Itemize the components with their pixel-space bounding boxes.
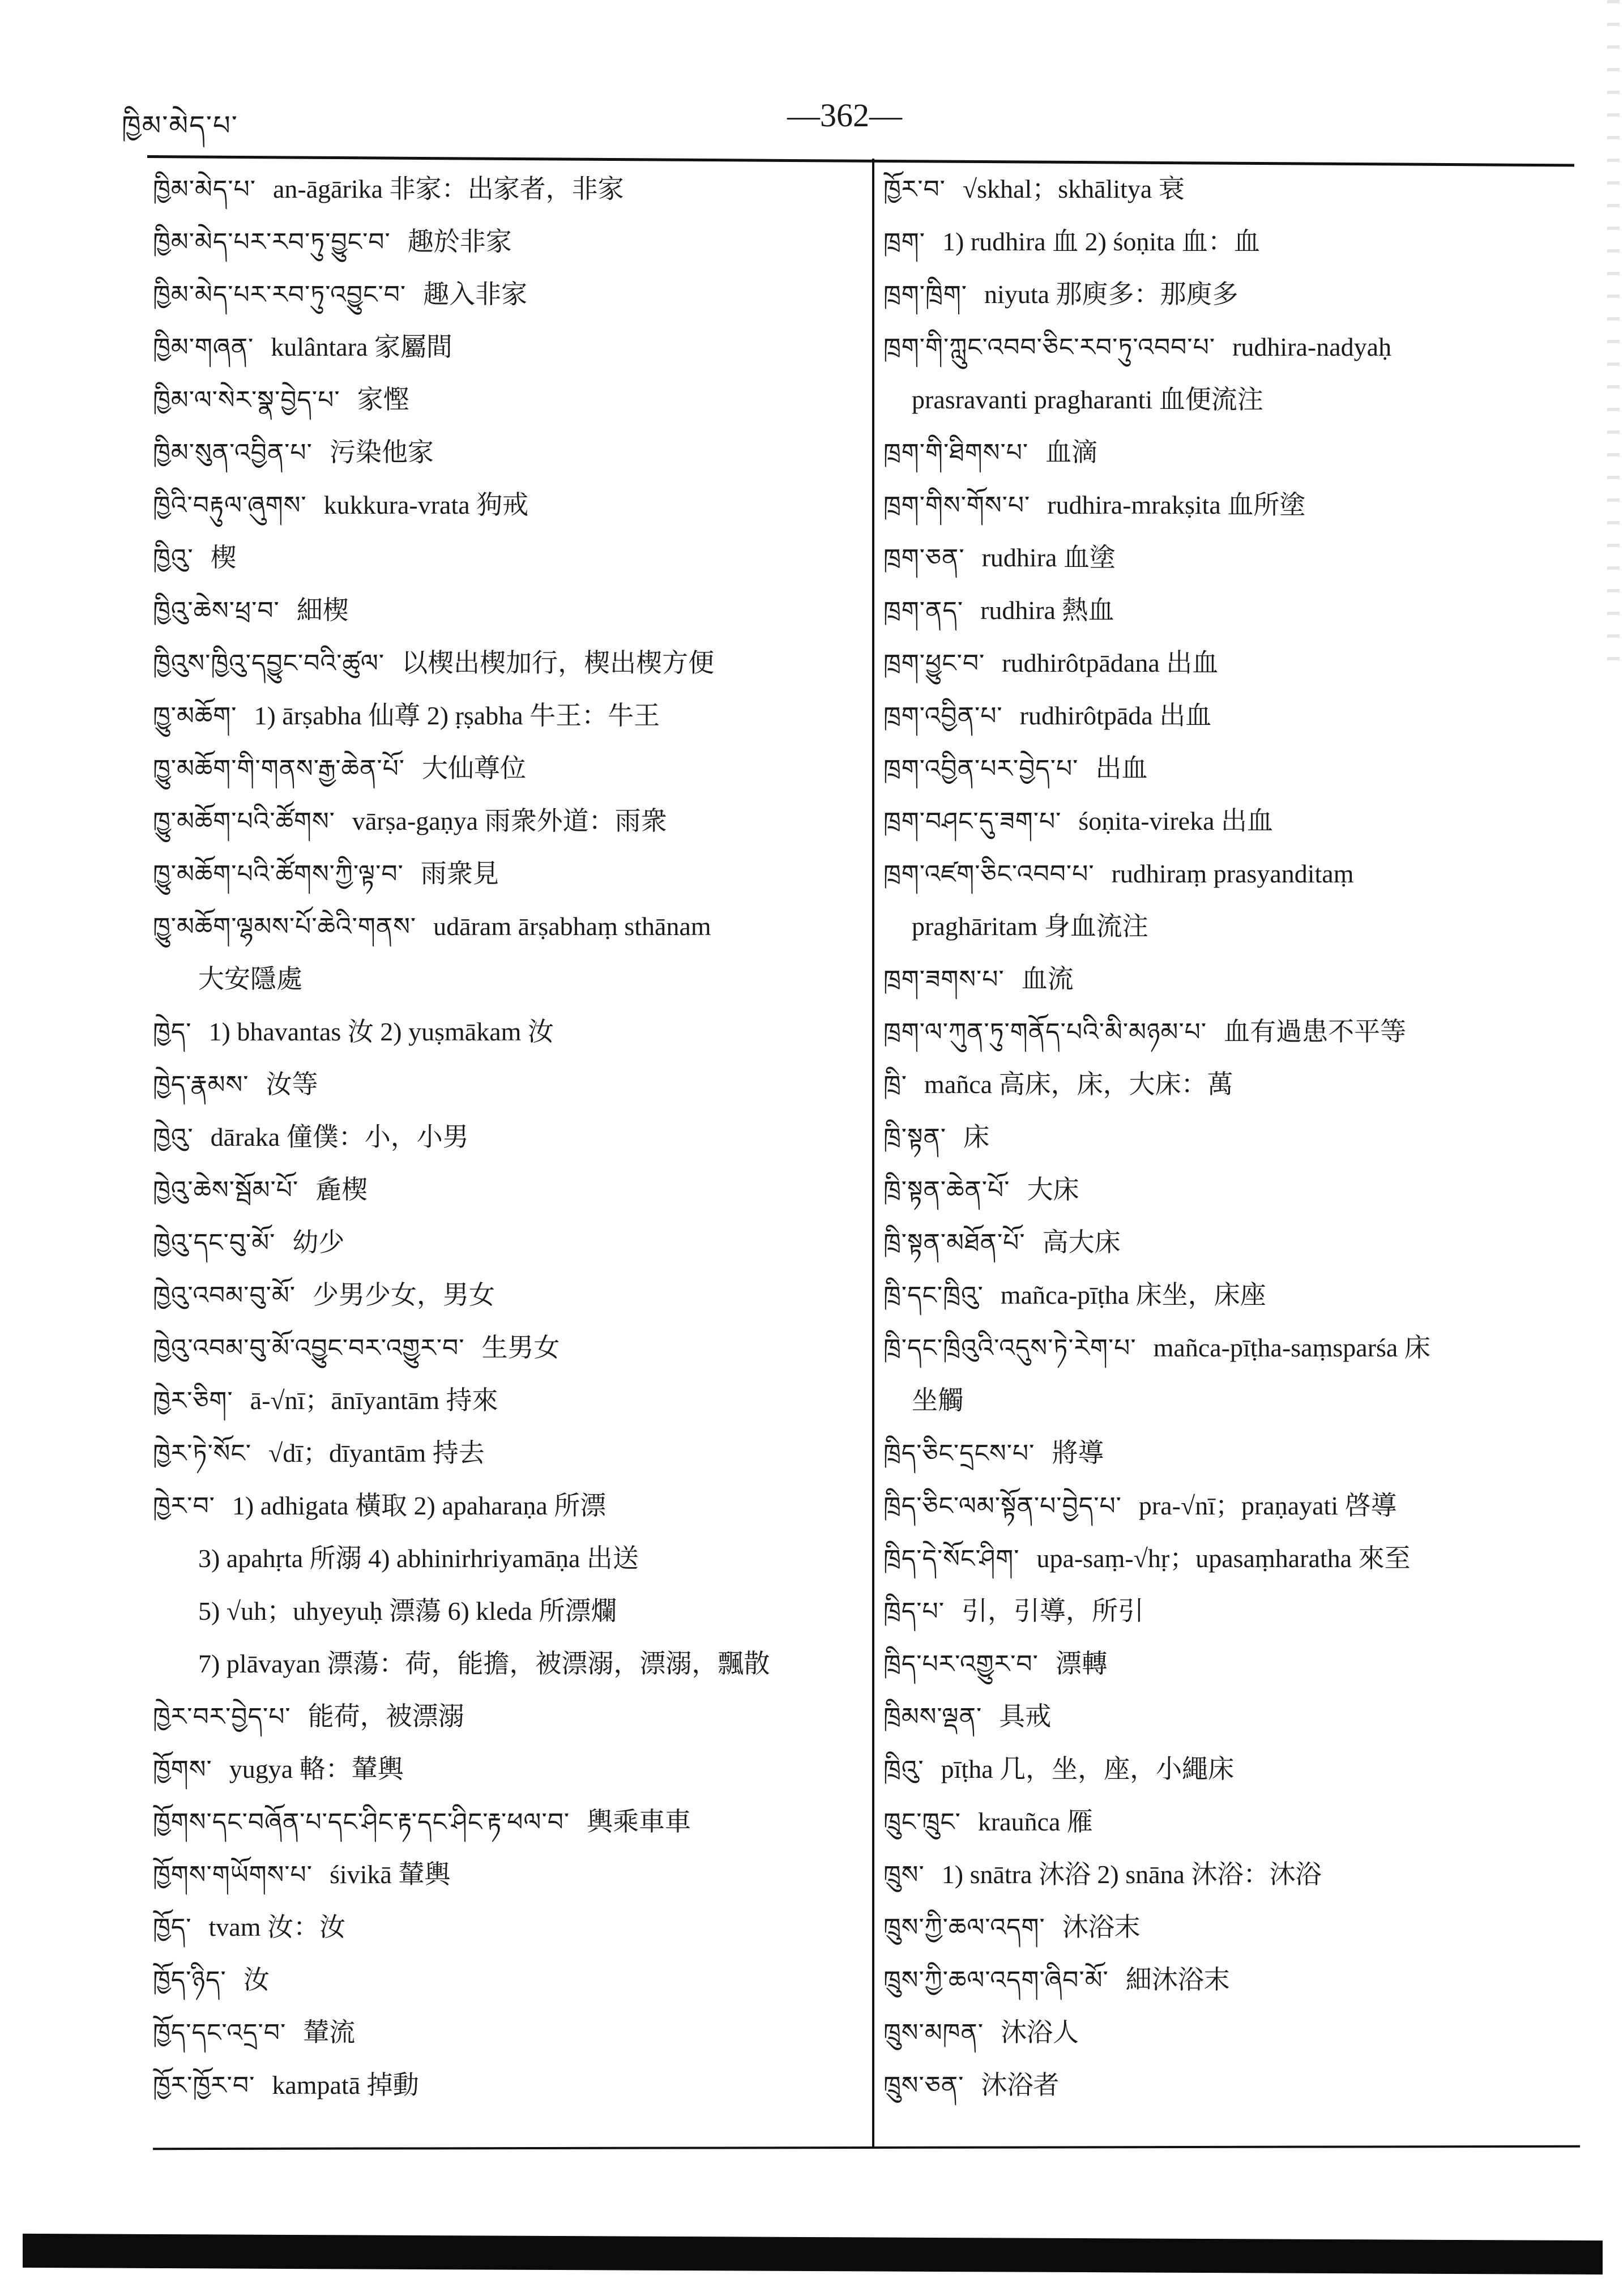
dictionary-entry <box>153 848 861 901</box>
entry-definition: rudhirôtpāda 出血 <box>1019 701 1212 730</box>
entry-headword: ཁྱུ་མཆོག་ <box>153 702 237 731</box>
entry-definition: kulântara 家屬間 <box>271 332 452 361</box>
entry-headword: ཁྲི་དང་ཁྲིའུའི་འདུས་ཏེ་རེག་པ་ <box>883 1334 1137 1363</box>
entry-headword: ཁྱོར་བ་ <box>883 175 946 204</box>
entry-headword: ཁྲག་གི་ཀླུང་འབབ་ཅིང་རབ་ཏུ་འབབ་པ་ <box>883 333 1216 362</box>
running-head: ཁྱིམ་མེད་པ་ <box>122 110 238 142</box>
dictionary-entry <box>153 1269 861 1322</box>
entry-headword: ཁྲག་ལ་ཀུན་ཏུ་གནོད་པའི་མི་མཉམ་པ་ <box>883 1018 1207 1047</box>
dictionary-entry <box>153 2007 861 2059</box>
entry-headword: ཁྱེར་བར་བྱེད་པ་ <box>153 1702 291 1731</box>
entry-headword: ཁྲག་ཁྲིག་ <box>883 280 968 309</box>
entry-definition: 血流 <box>1021 965 1074 993</box>
entry-headword: ཁྱོགས་དང་བཞོན་པ་དང་ཤིང་རྟ་དང་ཤིང་རྟ་ཕལ་བ་ <box>153 1808 570 1837</box>
entry-definition: pīṭha 几，坐，座，小繩床 <box>941 1755 1235 1783</box>
entry-definition: 細楔 <box>296 596 349 625</box>
entry-definition: 7) plāvayan 漂蕩：荷，能擔，被漂溺，漂溺，飄散 <box>198 1649 770 1678</box>
dictionary-entry <box>883 2059 1580 2112</box>
entry-headword: ཁྱུ་མཆོག་གི་གནས་རྒྱ་ཆེན་པོ་ <box>153 754 405 783</box>
entry-definition: 出血 <box>1095 754 1148 783</box>
dictionary-entry <box>883 1322 1580 1375</box>
entry-definition: 1) bhavantas 汝 2) yuṣmākam 汝 <box>208 1017 554 1046</box>
entry-headword: ཁྲུང་ཁྲུང་ <box>883 1808 961 1837</box>
entry-definition: 能荷，被漂溺 <box>307 1702 464 1731</box>
entry-headword: ཁྱེར་བ་ <box>153 1492 215 1521</box>
dictionary-entry <box>153 1427 861 1480</box>
entry-definition: 污染他家 <box>329 438 434 467</box>
entry-definition: 趣入非家 <box>423 280 528 309</box>
entry-headword: ཁྲག་ཟགས་པ་ <box>883 965 1005 994</box>
entry-headword: ཁྱིའི་བརྟུལ་ཞུགས་ <box>153 491 307 520</box>
dictionary-entry <box>883 426 1580 479</box>
entry-headword: ཁྱེར་ཅིག་ <box>153 1386 233 1415</box>
dictionary-entry <box>153 1375 861 1427</box>
entry-definition: 3) apahṛta 所溺 4) abhinirhriyamāṇa 出送 <box>198 1544 639 1573</box>
entry-definition: 1) rudhira 血 2) śoṇita 血：血 <box>942 227 1260 256</box>
dictionary-entry <box>883 1269 1580 1322</box>
dictionary-entry <box>153 1164 861 1217</box>
entry-definition: 輦流 <box>303 2018 356 2047</box>
entry-definition: 大床 <box>1027 1175 1079 1204</box>
entry-headword: ཁྲུས་ཅན་ <box>883 2071 964 2100</box>
dictionary-entry <box>153 690 861 742</box>
dictionary-entry <box>153 1059 861 1111</box>
entry-definition: 雨衆見 <box>420 859 499 888</box>
entry-headword: ཁྱིམ་མེད་པར་རབ་ཏུ་འབྱུང་བ་ <box>153 280 407 309</box>
entry-definition: 沐浴人 <box>1001 2018 1079 2047</box>
entry-definition: rudhira-mrakṣita 血所塗 <box>1047 490 1306 519</box>
dictionary-entry <box>153 1217 861 1269</box>
dictionary-entry <box>883 848 1580 901</box>
dictionary-entry <box>153 216 861 268</box>
entry-headword: ཁྲིད་ཅིང་ལམ་སྟོན་པ་བྱེད་པ་ <box>883 1492 1122 1521</box>
entry-definition: 1) ārṣabha 仙尊 2) ṛṣabha 牛王：牛王 <box>254 701 660 730</box>
entry-definition: 5) √uh；uhyeyuḥ 漂蕩 6) kleda 所漂爛 <box>198 1597 617 1625</box>
dictionary-entry <box>153 1006 861 1059</box>
entry-definition: 少男少女，男女 <box>312 1281 495 1309</box>
entry-definition: 坐觸 <box>912 1386 964 1415</box>
dictionary-entry <box>153 1322 861 1375</box>
entry-headword: ཁྲུས་མཁན་ <box>883 2018 984 2047</box>
entry-headword: ཁྱེད་ <box>153 1018 192 1047</box>
entry-headword: ཁྱིམ་སུན་འབྱིན་པ་ <box>153 438 313 467</box>
dictionary-entry <box>883 1006 1580 1059</box>
entry-headword: ཁྲུས་ཀྱི་ཆལ་འདག་ཞིབ་མོ་ <box>883 1966 1109 1995</box>
entry-definition: śivikā 輦輿 <box>329 1860 451 1889</box>
dictionary-entry <box>883 1059 1580 1111</box>
entry-definition: 血有過患不平等 <box>1224 1017 1407 1046</box>
entry-definition: krauñca 雁 <box>977 1807 1093 1836</box>
dictionary-entry <box>883 1375 1580 1427</box>
entry-definition: 床 <box>963 1123 990 1151</box>
dictionary-entry <box>883 1691 1580 1743</box>
entry-headword: ཁྱུ་མཆོག་པའི་ཚོགས་ཀྱི་ལྟ་བ་ <box>153 860 404 889</box>
dictionary-entry <box>883 690 1580 742</box>
entry-definition: √dī；dīyantām 持去 <box>268 1439 485 1467</box>
entry-headword: ཁྱོད་དང་འདྲ་བ་ <box>153 2018 287 2047</box>
entry-headword: ཁྱིའུ་ཆེས་ཕྲ་བ་ <box>153 596 280 625</box>
entry-headword: ཁྱིའུས་ཁྱིའུ་དབྱུང་བའི་ཚུལ་ <box>153 649 385 678</box>
entry-headword: ཁྱེའུ་འབམ་བུ་མོ་འབྱུང་བར་འགྱུར་བ་ <box>153 1334 465 1363</box>
entry-definition: 高大床 <box>1042 1228 1121 1257</box>
dictionary-entry <box>153 163 861 216</box>
entry-definition: 1) snātra 沐浴 2) snāna 沐浴：沐浴 <box>941 1860 1322 1889</box>
entry-definition: 沐浴者 <box>981 2071 1060 2099</box>
dictionary-entry <box>883 795 1580 848</box>
entry-definition: 楔 <box>210 543 237 572</box>
entry-definition: 大安隱處 <box>198 965 302 993</box>
entry-headword: ཁྱོགས་གཡོགས་པ་ <box>153 1860 313 1889</box>
entry-definition: prasravanti pragharanti 血便流注 <box>912 385 1263 414</box>
entry-headword: ཁྱོར་ཁྱོར་བ་ <box>153 2071 255 2100</box>
dictionary-entry <box>153 374 861 426</box>
entry-headword: ཁྲིད་ཅིང་དྲངས་པ་ <box>883 1439 1035 1468</box>
entry-headword: ཁྱུ་མཆོག་པའི་ཚོགས་ <box>153 807 335 836</box>
dictionary-entry <box>883 1480 1580 1533</box>
dictionary-entry <box>883 1849 1580 1901</box>
dictionary-entry <box>883 532 1580 584</box>
entry-definition: rudhiraṃ prasyanditaṃ <box>1111 859 1354 888</box>
column-divider <box>872 159 874 2146</box>
dictionary-entry <box>153 1585 861 1638</box>
dictionary-entry <box>883 479 1580 532</box>
entry-headword: ཁྲག་འཛག་ཅིང་འབབ་པ་ <box>883 860 1095 889</box>
dictionary-entry <box>153 532 861 584</box>
entry-definition: 漂轉 <box>1055 1649 1108 1678</box>
entry-definition: mañca 高床，床，大床：萬 <box>924 1070 1233 1099</box>
entry-headword: ཁྲིམས་ལྡན་ <box>883 1702 983 1731</box>
entry-headword: ཁྲག་གིས་གོས་པ་ <box>883 491 1031 520</box>
entry-definition: dāraka 僮僕：小，小男 <box>210 1123 469 1151</box>
dictionary-entry <box>153 1533 861 1585</box>
dictionary-entry <box>883 742 1580 795</box>
entry-headword: ཁྲག་ནད་ <box>883 596 964 625</box>
dictionary-entry <box>883 1796 1580 1849</box>
entry-definition: 1) adhigata 橫取 2) apaharaṇa 所漂 <box>232 1491 607 1520</box>
dictionary-entry <box>153 321 861 374</box>
dictionary-entry <box>153 1111 861 1164</box>
entry-headword: ཁྱིམ་མེད་པར་རབ་ཏུ་བྱུང་བ་ <box>153 228 391 257</box>
dictionary-entry <box>153 479 861 532</box>
dictionary-entry <box>883 953 1580 1006</box>
dictionary-entry <box>883 1743 1580 1796</box>
entry-headword: ཁྲི་སྟན་ <box>883 1123 947 1152</box>
entry-definition: √skhal；skhālitya 衰 <box>962 174 1185 203</box>
dictionary-entry <box>883 163 1580 216</box>
entry-definition: 細沐浴末 <box>1125 1965 1230 1994</box>
entry-definition: udāram ārṣabhaṃ sthānam <box>433 912 711 941</box>
entry-headword: ཁྲིད་པ་ <box>883 1597 945 1626</box>
left-column <box>153 163 861 2112</box>
entry-headword: ཁྲི་ <box>883 1070 908 1099</box>
entry-headword: ཁྲག་འབྱིན་པ་ <box>883 702 1003 731</box>
dictionary-entry <box>153 584 861 637</box>
entry-definition: kampatā 掉動 <box>272 2071 419 2099</box>
dictionary-entry <box>153 742 861 795</box>
entry-definition: 生男女 <box>481 1333 560 1362</box>
entry-headword: ཁྲིད་དེ་སོང་ཤིག་ <box>883 1544 1020 1573</box>
entry-definition: upa-saṃ-√hṛ；upasaṃharatha 來至 <box>1036 1544 1411 1573</box>
entry-definition: 具戒 <box>999 1702 1052 1731</box>
entry-headword: ཁྱེད་རྣམས་ <box>153 1070 249 1099</box>
entry-headword: ཁྱིམ་གཞན་ <box>153 333 254 362</box>
entry-definition: 家慳 <box>357 385 409 414</box>
dictionary-entry <box>153 637 861 690</box>
entry-definition: 以楔出楔加行，楔出楔方便 <box>402 648 715 677</box>
entry-definition: rudhira-nadyaḥ <box>1232 332 1392 361</box>
entry-headword: ཁྲག་འབྱིན་པར་བྱེད་པ་ <box>883 754 1079 783</box>
entry-headword: ཁྲི་དང་ཁྲིའུ་ <box>883 1281 984 1310</box>
entry-headword: ཁྱིམ་མེད་པ་ <box>153 175 256 204</box>
entry-definition: mañca-pīṭha-saṃsparśa 床 <box>1153 1333 1430 1362</box>
entry-definition: 輿乘車車 <box>587 1807 691 1836</box>
entry-definition: niyuta 那庾多：那庾多 <box>984 280 1238 309</box>
dictionary-entry <box>153 1849 861 1901</box>
entry-definition: rudhirôtpādana 出血 <box>1002 648 1219 677</box>
dictionary-entry <box>153 1638 861 1691</box>
entry-definition: tvam 汝：汝 <box>208 1913 346 1941</box>
dictionary-entry <box>153 1901 861 1954</box>
bottom-rule <box>153 2145 1580 2150</box>
dictionary-entry <box>883 901 1580 953</box>
dictionary-entry <box>153 953 861 1006</box>
dictionary-entry <box>883 1901 1580 1954</box>
dictionary-entry <box>883 1427 1580 1480</box>
entry-headword: ཁྱེའུ་ཆེས་སྦོམ་པོ་ <box>153 1176 299 1205</box>
entry-definition: 汝 <box>243 1965 270 1994</box>
entry-definition: 大仙尊位 <box>422 754 527 783</box>
entry-definition: 血滴 <box>1045 438 1098 467</box>
entry-definition: 引，引導，所引 <box>961 1597 1144 1625</box>
entry-headword: ཁྲག་ཅན་ <box>883 544 965 573</box>
entry-headword: ཁྲུས་ཀྱི་ཆལ་འདག་ <box>883 1913 1045 1942</box>
dictionary-entry <box>883 1954 1580 2007</box>
dictionary-entry <box>883 216 1580 268</box>
dictionary-entry <box>153 1480 861 1533</box>
dictionary-entry <box>883 374 1580 426</box>
entry-headword: ཁྱེའུ་འབམ་བུ་མོ་ <box>153 1281 296 1310</box>
entry-headword: ཁྱེར་ཏེ་སོང་ <box>153 1439 252 1468</box>
entry-headword: ཁྱོགས་ <box>153 1755 212 1784</box>
entry-definition: 汝等 <box>266 1070 318 1099</box>
page-number: —362— <box>787 97 902 134</box>
entry-headword: ཁྲི་སྟན་ཆེན་པོ་ <box>883 1176 1010 1205</box>
entry-definition: 趣於非家 <box>407 227 512 256</box>
dictionary-entry <box>153 1954 861 2007</box>
entry-definition: mañca-pīṭha 床坐，床座 <box>1000 1281 1266 1309</box>
entry-definition: 沐浴末 <box>1062 1913 1141 1941</box>
dictionary-entry <box>153 795 861 848</box>
dictionary-entry <box>883 1111 1580 1164</box>
entry-headword: ཁྲག་ <box>883 228 926 257</box>
entry-definition: rudhira 血塗 <box>981 543 1116 572</box>
dictionary-entry <box>883 1217 1580 1269</box>
dictionary-entry <box>153 2059 861 2112</box>
scan-border-band <box>23 2234 1603 2274</box>
entry-headword: ཁྲག་གི་ཐིགས་པ་ <box>883 438 1029 467</box>
entry-definition: kukkura-vrata 狗戒 <box>323 490 529 519</box>
entry-definition: vārṣa-gaṇya 雨衆外道：雨衆 <box>352 806 667 835</box>
dictionary-entry <box>153 1691 861 1743</box>
entry-headword: ཁྲུས་ <box>883 1860 925 1889</box>
dictionary-entry <box>883 1164 1580 1217</box>
entry-headword: ཁྱོད་ཉིད་ <box>153 1966 227 1995</box>
entry-definition: 麁楔 <box>315 1175 368 1204</box>
scan-edge-marks <box>1607 0 1620 680</box>
entry-headword: ཁྱོད་ <box>153 1913 192 1942</box>
entry-headword: ཁྲི་སྟན་མཐོན་པོ་ <box>883 1228 1026 1257</box>
dictionary-entry <box>153 426 861 479</box>
dictionary-entry <box>883 321 1580 374</box>
entry-definition: 將導 <box>1052 1439 1104 1467</box>
entry-headword: ཁྲིད་པར་འགྱུར་བ་ <box>883 1650 1039 1679</box>
entry-definition: 幼少 <box>292 1228 345 1257</box>
dictionary-entry <box>883 1533 1580 1585</box>
entry-headword: ཁྱིའུ་ <box>153 544 194 573</box>
right-column <box>883 163 1580 2112</box>
dictionary-entry <box>883 268 1580 321</box>
entry-definition: rudhira 熱血 <box>980 596 1114 625</box>
dictionary-entry <box>153 268 861 321</box>
dictionary-entry <box>153 1796 861 1849</box>
entry-definition: śoṇita-vireka 出血 <box>1078 806 1274 835</box>
dictionary-entry <box>153 1743 861 1796</box>
dictionary-entry <box>883 1638 1580 1691</box>
entry-headword: ཁྱེའུ་དང་བུ་མོ་ <box>153 1228 276 1257</box>
entry-headword: ཁྱེའུ་ <box>153 1123 194 1152</box>
entry-headword: ཁྱུ་མཆོག་ལྷམས་པོ་ཆེའི་གནས་ <box>153 912 417 941</box>
dictionary-entry <box>153 901 861 953</box>
entry-definition: praghāritam 身血流注 <box>912 912 1148 941</box>
entry-definition: ā-√nī；ānīyantām 持來 <box>250 1386 498 1415</box>
entry-definition: yugya 輅：輦輿 <box>229 1755 404 1783</box>
entry-headword: ཁྲིའུ་ <box>883 1755 924 1784</box>
entry-definition: an-āgārika 非家：出家者，非家 <box>272 174 624 203</box>
entry-headword: ཁྲག་བཤང་དུ་ཟག་པ་ <box>883 807 1062 836</box>
dictionary-entry <box>883 2007 1580 2059</box>
entry-definition: pra-√nī；praṇayati 啓導 <box>1138 1491 1397 1520</box>
dictionary-entry <box>883 637 1580 690</box>
dictionary-entry <box>883 584 1580 637</box>
entry-headword: ཁྱིམ་ལ་སེར་སྣ་བྱེད་པ་ <box>153 386 340 415</box>
dictionary-entry <box>883 1585 1580 1638</box>
entry-headword: ཁྲག་ཕྱུང་བ་ <box>883 649 985 678</box>
